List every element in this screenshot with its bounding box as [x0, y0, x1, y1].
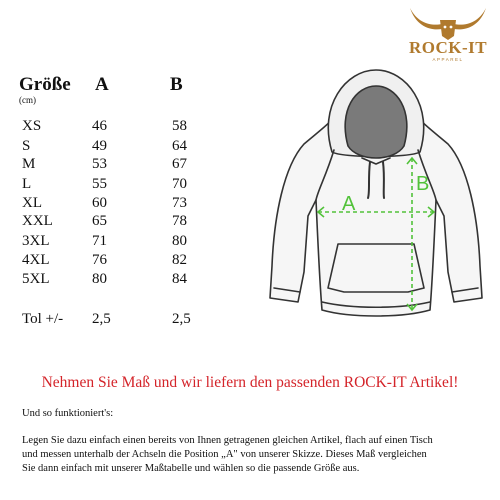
table-row: [0, 118, 300, 138]
b-cell: 67: [172, 156, 187, 172]
measure-a-label: A: [342, 193, 356, 215]
table-row: [0, 271, 300, 291]
table-row: [0, 176, 300, 196]
a-cell: 55: [92, 176, 107, 192]
b-cell: 58: [172, 118, 187, 134]
paragraph-line: Legen Sie dazu einfach einen bereits von Ihnen getragenen gleichen Artikel, flach auf einen Tisch: [22, 435, 433, 446]
table-row: [0, 252, 300, 272]
paragraph-line: Sie dann einfach mit unserer Maßtabelle und wählen so die passende Größe aus.: [22, 463, 360, 474]
a-cell: 80: [92, 271, 107, 287]
bull-horns-icon: [402, 2, 494, 42]
size-cell: XXL: [22, 213, 53, 229]
b-cell: 82: [172, 252, 187, 268]
b-cell: 78: [172, 213, 187, 229]
size-cell: XL: [22, 195, 42, 211]
b-cell: 64: [172, 138, 187, 154]
headline: Nehmen Sie Maß und wir liefern den passenden ROCK-IT Artikel!: [41, 374, 459, 391]
a-cell: 49: [92, 138, 107, 154]
size-cell: 3XL: [22, 233, 50, 249]
tolerance-row: [0, 311, 300, 331]
table-row: [0, 233, 300, 253]
tolerance-label: Tol +/-: [22, 311, 64, 327]
size-cell: XS: [22, 118, 42, 134]
hoodie-sketch: [262, 66, 492, 328]
header-b: B: [170, 74, 183, 95]
a-cell: 60: [92, 195, 107, 211]
brand-tagline: APPAREL: [432, 57, 464, 62]
intro-text: Und so funktioniert's:: [22, 408, 114, 419]
brand-name: ROCK-IT: [408, 38, 488, 57]
table-row: [0, 156, 300, 176]
a-cell: 71: [92, 233, 107, 249]
size-cell: L: [22, 176, 32, 192]
unit-label: (cm): [19, 95, 36, 105]
header-a: A: [95, 74, 109, 95]
b-cell: 84: [172, 271, 187, 287]
b-cell: 73: [172, 195, 187, 211]
a-tolerance: 2,5: [92, 311, 111, 327]
b-cell: 70: [172, 176, 187, 192]
paragraph-line: und messen unterhalb der Achseln die Position „A" von unserer Skizze. Dieses Maß vergleichen: [22, 449, 427, 460]
table-row: [0, 138, 300, 158]
b-cell: 80: [172, 233, 187, 249]
table-row: [0, 195, 300, 215]
a-cell: 65: [92, 213, 107, 229]
measure-b-label: B: [416, 173, 430, 195]
size-cell: S: [22, 138, 31, 154]
table-row: [0, 213, 300, 233]
b-tolerance: 2,5: [172, 311, 191, 327]
size-cell: 4XL: [22, 252, 50, 268]
instructions-paragraph: [22, 434, 492, 476]
a-cell: 76: [92, 252, 107, 268]
hood-opening: [345, 86, 407, 158]
a-cell: 53: [92, 156, 107, 172]
a-cell: 46: [92, 118, 107, 134]
size-cell: M: [22, 156, 36, 172]
header-size: Größe: [19, 74, 71, 95]
size-cell: 5XL: [22, 271, 50, 287]
rock-it-logo: [402, 2, 494, 72]
